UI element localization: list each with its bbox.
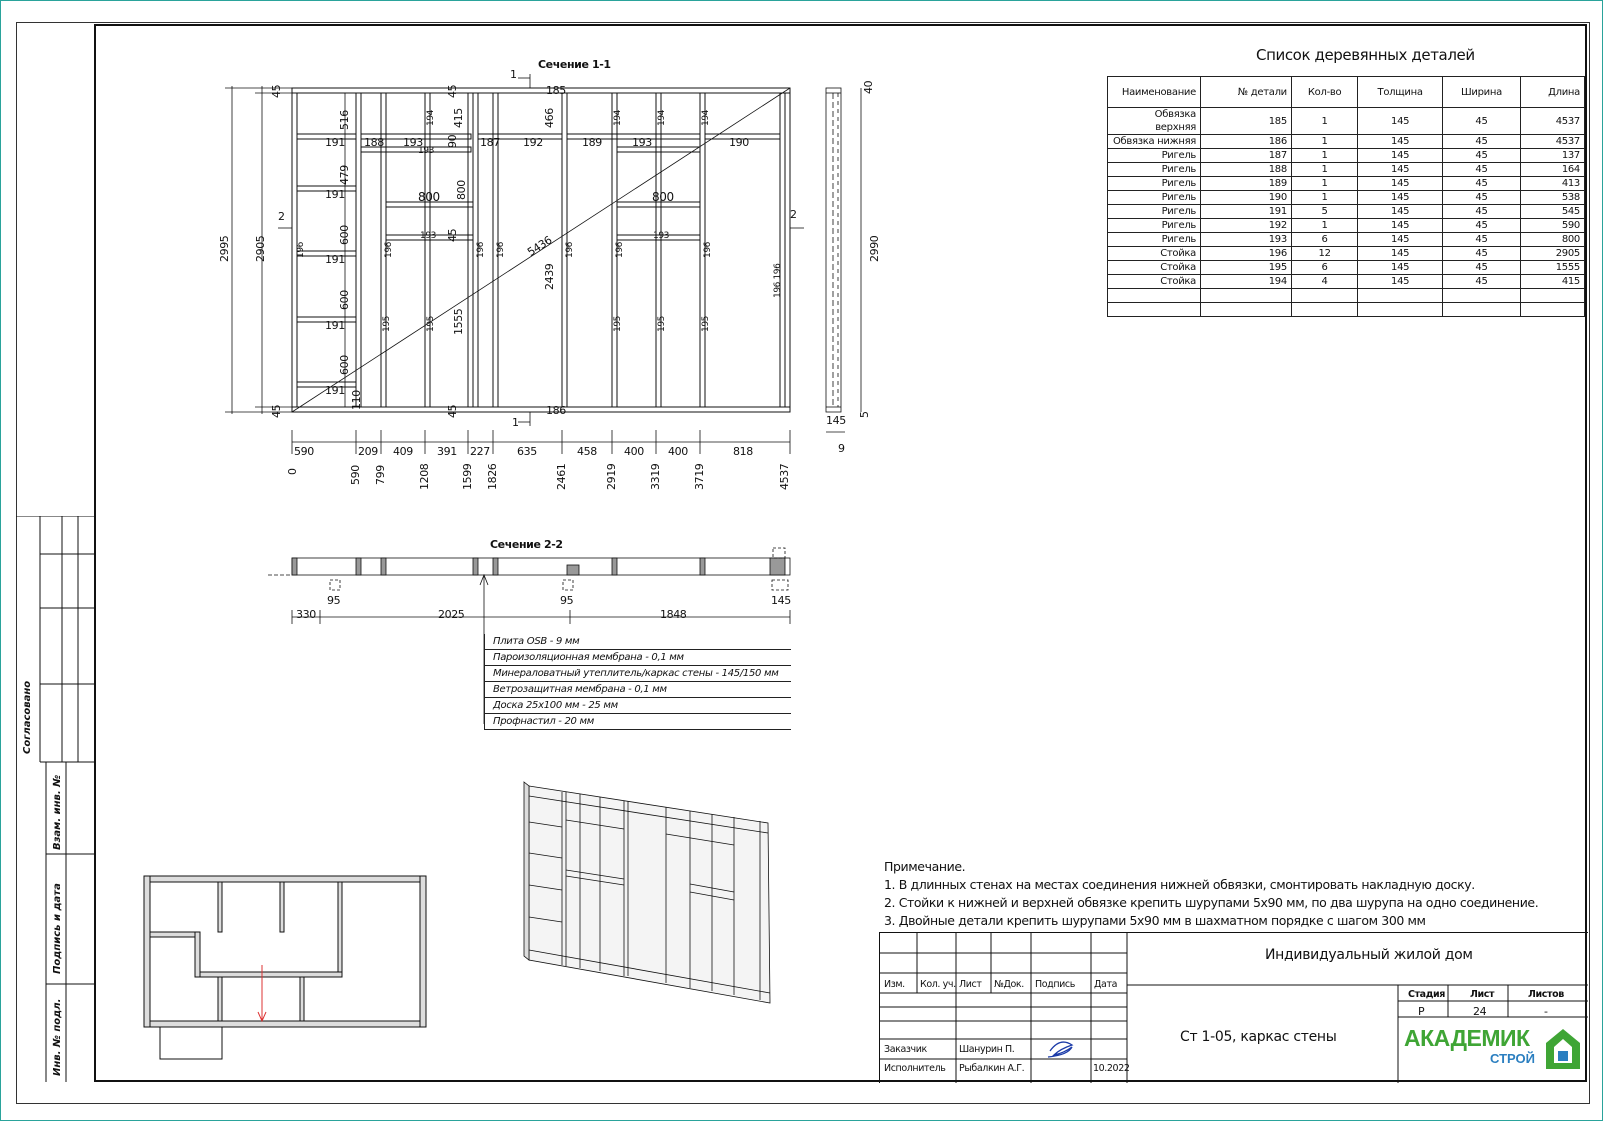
note-3: 3. Двойные детали крепить шурупами 5х90 мм в шахматном порядке с шагом 300 мм <box>884 913 1426 928</box>
table-header-row <box>1108 77 1585 108</box>
stage-value: Р <box>1418 1005 1425 1018</box>
dim-left: 45 <box>270 404 283 418</box>
section-1-1-title: Сечение 1-1 <box>538 58 611 71</box>
table-cell: 1 <box>1291 191 1357 205</box>
table-cell: 145 <box>1358 205 1443 219</box>
dim-span: 409 <box>393 445 413 458</box>
table-cell: 538 <box>1521 191 1585 205</box>
dim-2025: 2025 <box>438 608 465 621</box>
dim-mark: 4537 <box>778 463 791 490</box>
dim-185: 185 <box>546 84 566 97</box>
label-sign-date: Подпись и дата <box>52 883 63 974</box>
sheet-label: Лист <box>1470 989 1495 1000</box>
table-cell: 4 <box>1291 275 1357 289</box>
dim-188: 188 <box>364 136 384 149</box>
table-cell: 45 <box>1442 191 1520 205</box>
dim-145: 145 <box>771 594 791 607</box>
dim-span: 818 <box>733 445 753 458</box>
dim-span: 635 <box>517 445 537 458</box>
table-row <box>1108 289 1585 303</box>
table-cell: 4537 <box>1521 108 1585 135</box>
table-cell: 145 <box>1358 275 1443 289</box>
dim-span: 227 <box>470 445 490 458</box>
table-row <box>1108 163 1585 177</box>
table-row <box>1108 177 1585 191</box>
dim-mark: 2919 <box>605 463 618 490</box>
sheet-title: Ст 1-05, каркас стены <box>1180 1029 1337 1045</box>
table-cell: Обвязка нижняя <box>1108 135 1201 149</box>
dim-45: 45 <box>446 228 459 242</box>
title-block <box>879 932 1588 1083</box>
date-value: 10.2022 <box>1093 1063 1130 1074</box>
dim-mark: 1208 <box>418 463 431 490</box>
dim-span: 590 <box>294 445 314 458</box>
note-1: 1. В длинных стенах на местах соединения нижней обвязки, смонтировать накладную доску. <box>884 877 1475 892</box>
sheets-value: - <box>1544 1005 1548 1018</box>
table-cell: 187 <box>1201 149 1292 163</box>
col-doc: №Док. <box>994 979 1024 990</box>
dim-span: 458 <box>577 445 597 458</box>
dim-left: 600 <box>338 225 351 245</box>
table-cell: 45 <box>1442 261 1520 275</box>
dim-196-196: 196 196 <box>773 263 783 298</box>
dim-196: 196 <box>496 242 506 258</box>
dim-193: 193 <box>418 146 434 156</box>
wall-layers-legend <box>484 634 791 730</box>
dim-1848: 1848 <box>660 608 687 621</box>
table-cell: 45 <box>1442 135 1520 149</box>
table-row <box>1108 108 1585 135</box>
dim-mark: 590 <box>349 465 362 485</box>
dim-right: 2 <box>790 208 797 221</box>
table-cell: Ригель <box>1108 177 1201 191</box>
dim-span: 391 <box>437 445 457 458</box>
label-inv-orig: Инв. № подл. <box>52 998 63 1076</box>
parts-table-title: Список деревянных деталей <box>1256 46 1475 64</box>
table-cell: 1 <box>1291 177 1357 191</box>
dim-mark: 799 <box>374 465 387 485</box>
dim-right: 2990 <box>868 235 881 262</box>
layer-insulation: Минераловатный утеплитель/каркас стены - 145/150 мм <box>484 666 791 682</box>
dim-left: 479 <box>338 165 351 185</box>
dim-330: 330 <box>296 608 316 621</box>
table-cell: 194 <box>1201 275 1292 289</box>
dim-left: 600 <box>338 290 351 310</box>
dim-1555: 1555 <box>452 308 465 335</box>
table-cell <box>1358 303 1443 317</box>
table-cell: 145 <box>1358 163 1443 177</box>
dim-195: 195 <box>426 316 436 332</box>
dim-194: 194 <box>426 110 436 126</box>
table-cell: 191 <box>1201 205 1292 219</box>
table-cell <box>1521 303 1585 317</box>
dim-195: 195 <box>382 316 392 332</box>
table-cell: 45 <box>1442 108 1520 135</box>
table-cell <box>1108 303 1201 317</box>
dim-mark: 1826 <box>486 463 499 490</box>
table-cell <box>1201 289 1292 303</box>
table-cell <box>1442 303 1520 317</box>
table-cell: 6 <box>1291 233 1357 247</box>
col-qty: Кол-во <box>1291 77 1357 108</box>
table-cell: 1 <box>1291 135 1357 149</box>
table-cell: Ригель <box>1108 163 1201 177</box>
dim-left: 45 <box>270 84 283 98</box>
section-2-2-title: Сечение 2-2 <box>490 538 563 551</box>
dim-190: 190 <box>729 136 749 149</box>
notes-title: Примечание. <box>884 859 966 874</box>
table-cell: 4537 <box>1521 135 1585 149</box>
dim-800: 800 <box>455 180 468 200</box>
layer-vapor: Пароизоляционная мембрана - 0,1 мм <box>484 650 791 666</box>
table-cell: 145 <box>1358 261 1443 275</box>
dim-2439: 2439 <box>543 263 556 290</box>
table-row <box>1108 135 1585 149</box>
table-cell: 1555 <box>1521 261 1585 275</box>
dim-right: 9 <box>838 442 845 455</box>
logo-sub: СТРОЙ <box>1490 1051 1535 1066</box>
table-cell: 1 <box>1291 219 1357 233</box>
table-row <box>1108 149 1585 163</box>
table-cell <box>1442 289 1520 303</box>
dim-left: 2 <box>278 210 285 223</box>
table-cell: 196 <box>1201 247 1292 261</box>
executor-name: Рыбалкин А.Г. <box>959 1063 1025 1074</box>
col-kol-uch: Кол. уч. <box>920 979 956 990</box>
dim-90: 90 <box>446 134 459 148</box>
table-cell: 137 <box>1521 149 1585 163</box>
table-cell: Стойка <box>1108 247 1201 261</box>
table-cell: 195 <box>1201 261 1292 275</box>
dim-196: 196 <box>384 242 394 258</box>
table-cell: 1 <box>1291 108 1357 135</box>
dim-mark: 3319 <box>649 463 662 490</box>
section-mark-top: 1 <box>510 68 517 81</box>
table-cell: 145 <box>1358 191 1443 205</box>
dim-195: 195 <box>613 316 623 332</box>
col-list: Лист <box>959 979 982 990</box>
dim-194: 194 <box>613 110 623 126</box>
table-row <box>1108 275 1585 289</box>
executor-label: Исполнитель <box>884 1063 946 1074</box>
dim-186: 186 <box>546 404 566 417</box>
dim-191: 191 <box>325 319 345 332</box>
dim-left: 2905 <box>254 235 267 262</box>
dim-196: 196 <box>296 242 306 258</box>
dim-195: 195 <box>701 316 711 332</box>
col-length: Длина <box>1521 77 1585 108</box>
dim-left: 2995 <box>218 235 231 262</box>
project-title: Индивидуальный жилой дом <box>1265 947 1473 963</box>
table-cell <box>1108 289 1201 303</box>
dim-195: 195 <box>657 316 667 332</box>
dim-191: 191 <box>325 188 345 201</box>
dim-193: 193 <box>632 136 652 149</box>
stage-label: Стадия <box>1408 989 1445 1000</box>
col-name: Наименование <box>1108 77 1201 108</box>
col-izm: Изм. <box>884 979 905 990</box>
table-cell: 190 <box>1201 191 1292 205</box>
table-cell: Ригель <box>1108 205 1201 219</box>
dim-mark: 2461 <box>555 463 568 490</box>
table-cell: 45 <box>1442 275 1520 289</box>
table-cell: 415 <box>1521 275 1585 289</box>
dim-189: 189 <box>582 136 602 149</box>
table-cell: 164 <box>1521 163 1585 177</box>
table-row <box>1108 247 1585 261</box>
layer-wind: Ветрозащитная мембрана - 0,1 мм <box>484 682 791 698</box>
table-cell: Ригель <box>1108 149 1201 163</box>
table-cell: Обвязка верхняя <box>1108 108 1201 135</box>
table-row <box>1108 303 1585 317</box>
sheet-value: 24 <box>1473 1005 1487 1018</box>
dim-mark: 1599 <box>461 463 474 490</box>
table-cell: 2905 <box>1521 247 1585 261</box>
table-cell: 45 <box>1442 149 1520 163</box>
table-cell: 1 <box>1291 163 1357 177</box>
table-cell <box>1521 289 1585 303</box>
dim-span: 400 <box>624 445 644 458</box>
table-cell: Стойка <box>1108 261 1201 275</box>
dim-mark: 0 <box>286 468 299 475</box>
layer-board: Доска 25х100 мм - 25 мм <box>484 698 791 714</box>
left-strip <box>16 516 95 1082</box>
table-cell: 192 <box>1201 219 1292 233</box>
dim-5436: 5436 <box>525 233 555 259</box>
table-row <box>1108 205 1585 219</box>
table-cell: 145 <box>1358 247 1443 261</box>
dim-mark: 3719 <box>693 463 706 490</box>
dim-45: 45 <box>446 84 459 98</box>
section-mark-bottom: 1 <box>512 416 519 429</box>
layer-osb: Плита OSB - 9 мм <box>484 634 791 650</box>
table-cell: 45 <box>1442 247 1520 261</box>
dim-193: 193 <box>403 136 423 149</box>
table-cell: 185 <box>1201 108 1292 135</box>
customer-label: Заказчик <box>884 1044 927 1055</box>
dim-right: 145 <box>826 414 846 427</box>
table-cell: 12 <box>1291 247 1357 261</box>
dim-95: 95 <box>327 594 341 607</box>
table-cell: 6 <box>1291 261 1357 275</box>
dim-191: 191 <box>325 384 345 397</box>
table-cell: 45 <box>1442 163 1520 177</box>
table-cell: 413 <box>1521 177 1585 191</box>
parts-table <box>1107 76 1585 317</box>
dim-95: 95 <box>560 594 574 607</box>
dim-span: 400 <box>668 445 688 458</box>
dim-left: 600 <box>338 355 351 375</box>
dim-left: 110 <box>350 390 363 410</box>
dim-196: 196 <box>565 242 575 258</box>
table-cell: 1 <box>1291 149 1357 163</box>
table-cell: 193 <box>1201 233 1292 247</box>
dim-right: 40 <box>862 80 875 94</box>
dim-193: 193 <box>420 231 436 241</box>
dim-196: 196 <box>476 242 486 258</box>
dim-right: 5 <box>858 411 871 418</box>
table-row <box>1108 233 1585 247</box>
table-cell <box>1358 289 1443 303</box>
label-inv-copy: Взам. инв. № <box>52 774 63 850</box>
table-row <box>1108 261 1585 275</box>
table-cell: 590 <box>1521 219 1585 233</box>
table-cell: Ригель <box>1108 191 1201 205</box>
table-cell <box>1291 303 1357 317</box>
table-cell: Ригель <box>1108 233 1201 247</box>
col-thickness: Толщина <box>1358 77 1443 108</box>
table-cell: 45 <box>1442 219 1520 233</box>
dim-192: 192 <box>523 136 543 149</box>
sheets-label: Листов <box>1528 989 1564 1000</box>
dim-194: 194 <box>701 110 711 126</box>
table-cell: 145 <box>1358 233 1443 247</box>
dim-194: 194 <box>657 110 667 126</box>
dim-193: 193 <box>653 231 669 241</box>
dim-415: 415 <box>452 108 465 128</box>
table-cell: 45 <box>1442 177 1520 191</box>
dim-191: 191 <box>325 136 345 149</box>
company-logo <box>1404 1023 1584 1077</box>
table-cell: 5 <box>1291 205 1357 219</box>
table-cell: 189 <box>1201 177 1292 191</box>
dim-45: 45 <box>446 404 459 418</box>
table-cell <box>1201 303 1292 317</box>
table-cell: 800 <box>1521 233 1585 247</box>
table-cell: 145 <box>1358 177 1443 191</box>
house-logo-icon <box>1544 1027 1582 1071</box>
col-width: Ширина <box>1442 77 1520 108</box>
dim-191: 191 <box>325 253 345 266</box>
notes <box>884 858 1538 930</box>
table-cell: 188 <box>1201 163 1292 177</box>
dim-196: 196 <box>703 242 713 258</box>
table-cell: 45 <box>1442 205 1520 219</box>
dim-196: 196 <box>615 242 625 258</box>
table-row <box>1108 219 1585 233</box>
table-cell: 145 <box>1358 108 1443 135</box>
table-row <box>1108 191 1585 205</box>
col-date: Дата <box>1094 979 1117 990</box>
customer-name: Шанурин П. <box>959 1044 1015 1055</box>
table-cell: 186 <box>1201 135 1292 149</box>
dim-span: 209 <box>358 445 378 458</box>
table-cell: 145 <box>1358 149 1443 163</box>
table-cell: Стойка <box>1108 275 1201 289</box>
note-2: 2. Стойки к нижней и верхней обвязке крепить шурупами 5х90 мм, по два шурупа на одно соединение. <box>884 895 1539 910</box>
dim-left: 516 <box>338 110 351 130</box>
label-agreed: Согласовано <box>22 680 33 754</box>
dim-800: 800 <box>418 190 440 204</box>
dim-187: 187 <box>480 136 500 149</box>
table-cell <box>1291 289 1357 303</box>
table-cell: 145 <box>1358 219 1443 233</box>
table-cell: 545 <box>1521 205 1585 219</box>
dim-800: 800 <box>652 190 674 204</box>
dim-466: 466 <box>543 108 556 128</box>
logo-main: АКАДЕМИК <box>1404 1025 1530 1051</box>
layer-profnastil: Профнастил - 20 мм <box>484 714 791 730</box>
col-part-no: № детали <box>1201 77 1292 108</box>
table-cell: Ригель <box>1108 219 1201 233</box>
table-cell: 145 <box>1358 135 1443 149</box>
table-cell: 45 <box>1442 233 1520 247</box>
col-sign: Подпись <box>1035 979 1075 990</box>
